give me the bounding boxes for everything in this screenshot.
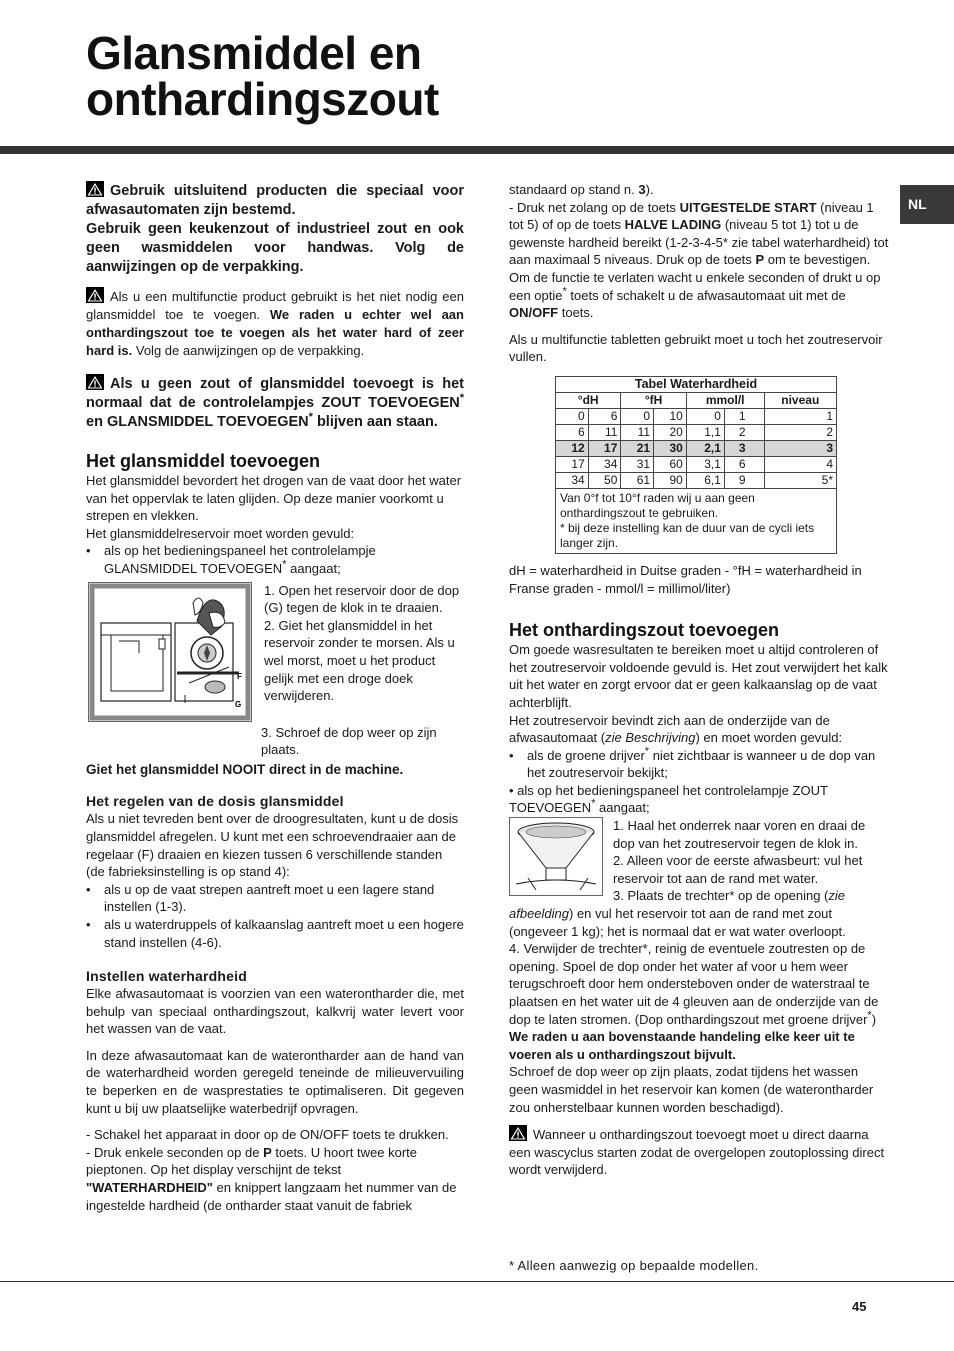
footer-divider [0, 1281, 954, 1282]
right-cont-end: ). [645, 182, 654, 197]
table-cell: 9 [724, 472, 764, 488]
heading-glansmiddel: Het glansmiddel toevoegen [86, 451, 321, 471]
key-halve-lading: HALVE LADING [624, 217, 722, 233]
key-p: P [263, 1144, 272, 1160]
right-cont [509, 181, 889, 199]
heading-dosis: Het regelen van de dosis glansmiddel [86, 793, 344, 810]
table-cell: 0 [621, 408, 654, 424]
asterisk: * [867, 1009, 872, 1022]
label-F: F [237, 671, 242, 681]
dosis-text: Als u niet tevreden bent over de droogresultaten, kunt u de dosis glansmiddel afregelen. U kunt met een schroevendraaier aan de regelaar (F) draaien en kiezen tussen 6 verschillende standen (de fabrieksinstelling is op stand 4): [86, 811, 459, 880]
zout-step-1: 1. Haal het onderrek naar voren en draai de dop van het zoutreservoir tegen de klok in. [613, 818, 866, 851]
table-row [556, 424, 837, 440]
glans-step-3 [86, 724, 464, 759]
table-title: Tabel Waterhardheid [556, 376, 837, 392]
water-step-onoff: - Schakel het apparaat in door op de ON/OFF toets te drukken. [86, 1127, 449, 1143]
warning-multifunction-bold: We raden u echter wel aan onthardingszout toe te voegen als het water hard of zeer hard is. [86, 307, 464, 358]
warning-lamps-text: Als u geen zout of glansmiddel toevoegt is het normaal dat de controlelampjes ZOUT TOEVOEGEN [86, 376, 464, 411]
table-cell: 1,1 [686, 424, 724, 440]
exit-text: Om de functie te verlaten wacht u enkele seconden of drukt u op een optie [509, 269, 881, 303]
table-cell: 1 [764, 408, 836, 424]
zout-step-3-ref: zie afbeelding [509, 888, 845, 922]
table-cell: 11 [621, 424, 654, 440]
dosis-bullet-2-text: als u waterdruppels of kalkaanslag aantreft moet u een hogere stand instellen (4-6). [104, 916, 464, 950]
warning-lamps-text-2: en GLANSMIDDEL TOEVOEGEN [86, 414, 309, 430]
table-note-2: * bij deze instelling kan de duur van de cycli iets langer zijn. [560, 520, 815, 550]
glans-reservoir-text: Het glansmiddelreservoir moet worden gevuld: [86, 525, 355, 541]
salt-funnel-illustration [509, 817, 603, 896]
exit-text-2: toets of schakelt u de afwasautomaat uit met de [570, 287, 846, 303]
zout-bullet-1-end: niet zichtbaar is wanneer u de dop van het zoutreservoir bekijkt; [527, 747, 876, 781]
rinse-aid-dispenser-illustration [88, 582, 252, 722]
table-cell: 31 [621, 456, 654, 472]
language-tab: NL [900, 185, 954, 224]
warning-multifunction-text: Als u een multifunctie product gebruikt is het niet nodig een glansmiddel toe te voegen. [86, 289, 464, 322]
zout-step-3-text: 3. Plaats de trechter* op de opening ( [613, 888, 829, 904]
table-cell: 6,1 [686, 472, 724, 488]
asterisk: * [459, 392, 464, 405]
table-cell: 2,1 [686, 440, 724, 456]
table-cell: 34 [588, 456, 621, 472]
warning-products-line-2: Gebruik geen keukenzout of industrieel zout en ook geen wasmiddelen voor handwas. Volg de aanwijzingen op de verpakking. [86, 221, 464, 275]
zout-step-4-end: ) [871, 1011, 877, 1027]
table-cell: 0 [556, 408, 589, 424]
bullet: • [86, 543, 91, 559]
water-step-p-text-2: toets. U hoort twee korte pieptonen. Op het display verschijnt de tekst [86, 1144, 417, 1178]
page-title-line-1: Glansmiddel en [86, 27, 422, 79]
table-cell: 12 [556, 440, 589, 456]
right-column [509, 181, 889, 1179]
right-tablets: Als u multifunctie tabletten gebruikt moet u toch het zoutreservoir vullen. [509, 331, 883, 365]
zout-bullet-1 [509, 747, 889, 782]
zout-intro: Om goede wasresultaten te bereiken moet u altijd controleren of het zoutreservoir voldoende gevuld is. Het zout verwijdert het kalk uit het water en zorgt ervoor dat er geen kalkaanslag op de vaat achterblijft. [509, 642, 888, 710]
table-note-1: Van 0°f tot 10°f raden wij u aan geen onthardingszout te gebruiken. [560, 490, 755, 520]
table-cell: 3 [724, 440, 764, 456]
table-cell: 3,1 [686, 456, 724, 472]
press-text: - Druk net zolang op de toets [509, 199, 676, 215]
water-step-p [86, 1144, 464, 1214]
warning-icon [86, 374, 104, 390]
zout-step-2: 2. Alleen voor de eerste afwasbeurt: vul het reservoir tot aan de rand met water. [613, 853, 863, 886]
table-cell: 21 [621, 440, 654, 456]
zout-location-end: ) en moet worden gevuld: [695, 730, 843, 746]
display-waterhardheid: "WATERHARDHEID" [86, 1180, 213, 1196]
zout-step-3-end: ) en vul het reservoir tot aan de rand met zout (ongeveer 1 kg); het is normaal dat er wat water overloopt. [509, 906, 846, 939]
glans-step-2: 2. Giet het glansmiddel in het reservoir zonder te morsen. Als u wel morst, moet u het product gelijk met een droge doek verwijderen. [264, 617, 455, 704]
dosis-bullet-1-text: als u op de vaat strepen aantreft moet u een lagere stand instellen (1-3). [104, 881, 435, 915]
table-row [556, 408, 837, 424]
table-cell: 4 [764, 456, 836, 472]
press-text-2: (niveau 1 tot 5) of op de toets [509, 199, 874, 233]
table-cell: 2 [724, 424, 764, 440]
warning-icon [509, 1125, 527, 1141]
table-cell: 6 [724, 456, 764, 472]
table-header: °dH [556, 392, 621, 408]
table-cell: 30 [654, 440, 687, 456]
dosis-bullet-1 [86, 881, 464, 916]
asterisk: * [308, 411, 313, 424]
zout-steps-block [509, 817, 889, 940]
bullet: • [509, 747, 514, 763]
glans-bullet-lamp [86, 542, 464, 577]
table-cell: 5* [764, 472, 836, 488]
glans-intro: Het glansmiddel bevordert het drogen van de vaat door het water van het oppervlak te laten glijden. Op deze manier voorkomt u strepen en vlekken. [86, 473, 462, 524]
asterisk: * [562, 285, 567, 298]
asterisk: * [644, 745, 650, 758]
glans-step-1: 1. Open het reservoir door de dop (G) tegen de klok in te draaien. [264, 582, 460, 616]
glans-bullet-lamp-end: aangaat; [290, 560, 341, 576]
table-cell: 6 [588, 408, 621, 424]
exit-text-3: toets. [561, 305, 594, 321]
water-step-p-text: - Druk enkele seconden op de [86, 1144, 260, 1160]
zout-warning [509, 1125, 889, 1179]
zout-location-text: Het zoutreservoir bevindt zich aan de onderzijde van de afwasautomaat ( [509, 712, 830, 746]
table-cell: 6 [556, 424, 589, 440]
bullet: • [86, 916, 91, 932]
table-cell: 10 [654, 408, 687, 424]
glans-steps-block [86, 582, 464, 759]
glans-never-note: Giet het glansmiddel NOOIT direct in de machine. [86, 761, 404, 777]
table-notes [556, 488, 837, 553]
table-cell: 2 [764, 424, 836, 440]
right-press-keys [509, 199, 889, 269]
zout-step-4-text: 4. Verwijder de trechter*, reinig de eventuele zoutresten op de opening. Spoel de dop onder het water af voor u hem weer terugschroeft door hem ondersteboven onder de waterstraal te plaatsen en het water uit de 4 gleuven aan de onderzijde van de dop te laten stromen. (Dop onthardingszout met groene drijver [509, 941, 879, 1027]
table-cell: 20 [654, 424, 687, 440]
dosis-bullet-2 [86, 916, 464, 951]
zout-location [509, 712, 889, 747]
press-text-3: (niveau 5 tot 1) tot u de gewenste hardheid bereikt (1-2-3-4-5* zie tabel waterhardheid) tot aan maximaal 5 niveaus. Druk op de toets [509, 217, 889, 268]
table-header-row [556, 392, 837, 408]
asterisk: * [282, 558, 287, 571]
right-exit [509, 269, 889, 322]
footnote: * Alleen aanwezig op bepaalde modellen. [509, 1258, 759, 1273]
warning-icon [86, 287, 104, 303]
table-cell: 11 [588, 424, 621, 440]
right-cont-text: standaard op stand n. [509, 182, 635, 197]
table-cell: 90 [654, 472, 687, 488]
asterisk: * [591, 798, 596, 811]
glans-step-3-text: 3. Schroef de dop weer op zijn plaats. [261, 724, 437, 758]
table-row [556, 456, 837, 472]
table-row-highlighted [556, 440, 837, 456]
zout-warning-text: Wanneer u onthardingszout toevoegt moet u direct daarna een wascyclus starten zodat de overgelopen zoutoplossing direct wordt verwijderd. [509, 1127, 885, 1178]
key-p: P [755, 252, 765, 268]
water-hardness-table [555, 376, 837, 554]
label-G: G [235, 699, 242, 709]
page-title [86, 27, 439, 125]
warning-products [86, 181, 464, 277]
zout-screw-cap: Schroef de dop weer op zijn plaats, zodat tijdens het wassen geen wasmiddel in het reservoir kan komen (de waterontharder zou onherstelbaar kunnen worden beschadigd). [509, 1064, 874, 1115]
page-title-line-2: onthardingszout [86, 73, 439, 125]
warning-multifunction [86, 287, 464, 360]
table-cell: 3 [764, 440, 836, 456]
zout-bullet-2-end: aangaat; [599, 800, 650, 816]
table-header: niveau [764, 392, 836, 408]
title-divider-bar [0, 146, 954, 154]
page-number: 45 [852, 1299, 867, 1314]
heading-zout: Het onthardingszout toevoegen [509, 620, 779, 641]
table-cell: 61 [621, 472, 654, 488]
table-cell: 1 [724, 408, 764, 424]
key-uitgestelde-start: UITGESTELDE START [679, 199, 817, 215]
glans-bullet-lamp-text: als op het bedieningspaneel het controlelampje GLANSMIDDEL TOEVOEGEN [104, 543, 376, 576]
press-text-4: om te bevestigen. [767, 252, 871, 268]
zout-step-4 [509, 940, 889, 1028]
table-header: °fH [621, 392, 686, 408]
units-legend: dH = waterhardheid in Duitse graden - °fH = waterhardheid in Franse graden - mmol/l = millimol/liter) [509, 562, 862, 596]
water-text-1: Elke afwasautomaat is voorzien van een waterontharder die, met behulp van speciaal onthardingszout, kalkvrij water levert voor het wassen van de vaat. [86, 986, 464, 1037]
table-row [556, 472, 837, 488]
table-header: mmol/l [686, 392, 764, 408]
warning-products-line-1: Gebruik uitsluitend producten die speciaal voor afwasautomaten zijn bestemd. [86, 183, 464, 218]
table-cell: 0 [686, 408, 724, 424]
warning-icon [86, 181, 104, 197]
table-cell: 34 [556, 472, 589, 488]
key-onoff: ON/OFF [509, 305, 559, 321]
zout-bullet-2 [509, 782, 889, 817]
left-column [86, 181, 464, 1214]
zout-bullet-1-text: als de groene drijver [527, 747, 645, 763]
table-cell: 60 [654, 456, 687, 472]
warning-lamps-text-3: blijven aan staan. [316, 414, 438, 430]
water-step-p-text-3: en knippert langzaam het nummer van de ingestelde hardheid (de ontharder staat vanuit de fabriek [86, 1180, 457, 1213]
table-cell: 50 [588, 472, 621, 488]
bullet: • [86, 881, 91, 897]
warning-multifunction-end: Volg de aanwijzingen op de verpakking. [135, 343, 365, 358]
zout-bullet-2-text: • als op het bedieningspaneel het controlelampje ZOUT TOEVOEGEN [509, 782, 828, 816]
zout-advice: We raden u aan bovenstaande handeling elke keer uit te voeren als u onthardingszout bijvult. [509, 1029, 855, 1062]
warning-lamps [86, 374, 464, 432]
zout-location-ref: zie Beschrijving [605, 730, 696, 746]
heading-waterhardheid: Instellen waterhardheid [86, 968, 247, 985]
water-text-2: In deze afwasautomaat kan de waterontharder aan de hand van de waterhardheid worden geregeld teneinde de milieuvervuiling te beperken en de wasprestaties te optimaliseren. Dit gegeven kunt u bij uw plaatselijke waterbedrijf opvragen. [86, 1047, 464, 1116]
table-cell: 17 [556, 456, 589, 472]
default-level: 3 [638, 182, 646, 197]
table-cell: 17 [588, 440, 621, 456]
